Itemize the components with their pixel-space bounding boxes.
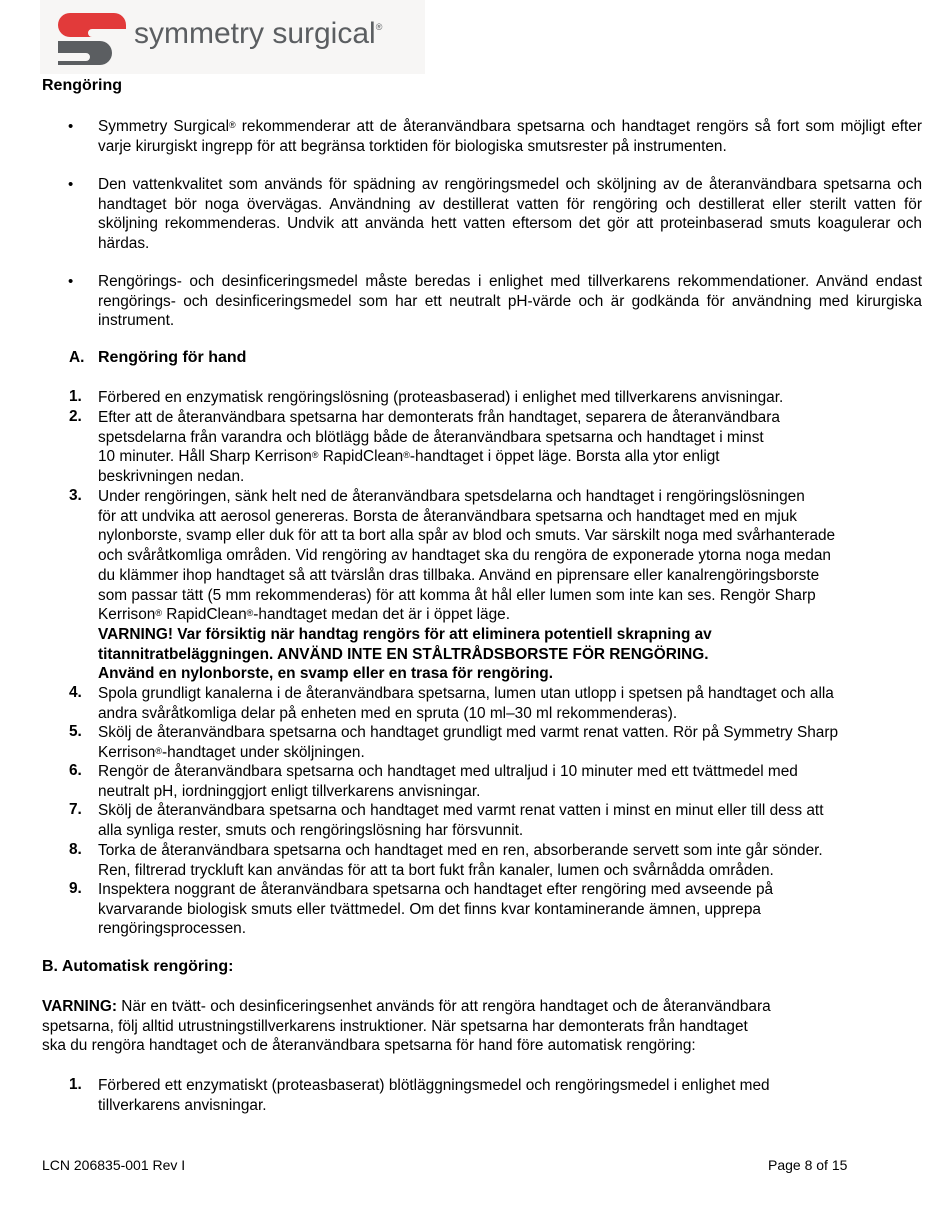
step-text: Spola grundligt kanalerna i de återanvändbara spetsarna, lumen utan utlopp i spetsen på handtaget och alla andra svåråtkomliga delar på enheten med en spruta (10 ml–30 ml rekommenderas). [98, 685, 834, 722]
section-b-title: B. Automatisk rengöring: [42, 958, 234, 975]
bullet-icon: • [68, 176, 74, 193]
step-text: Torka de återanvändbara spetsarna och handtaget med en ren, absorberande servett som inte går sönder. Ren, filtrerad tryckluft kan användas för att ta bort fukt från kanaler, lumen och svårnådda områden. [98, 842, 823, 879]
step-number: 4. [69, 684, 82, 701]
page-number: Page 8 of 15 [768, 1157, 848, 1173]
bullet-icon: • [68, 118, 74, 135]
step-text: Efter att de återanvändbara spetsarna har demonterats från handtaget, separera de återanvändbara spetsdelarna från varandra och blötlägg både de återanvändbara spetsarna och handtaget i minst 10 minuter. Håll Sharp Kerrison® RapidClean®-handtaget i öppet läge. Borsta alla ytor enligt beskrivningen nedan. [98, 409, 780, 486]
step-text: Skölj de återanvändbara spetsarna och handtaget med varmt renat vatten i minst en minut eller till dess att alla synliga rester, smuts och rengöringslösning har försvunnit. [98, 802, 824, 839]
step-number: 8. [69, 841, 82, 858]
step-number: 2. [69, 408, 82, 425]
section-a-title: Rengöring för hand [98, 349, 247, 366]
document-id: LCN 206835-001 Rev I [42, 1157, 186, 1173]
brand-name: symmetry surgical® [134, 17, 383, 50]
section-a-label: A. [69, 349, 85, 366]
step-text: Förbered ett enzymatiskt (proteasbaserat) blötläggningsmedel och rengöringsmedel i enlighet med tillverkarens anvisningar. [98, 1077, 770, 1114]
step-number: 7. [69, 801, 82, 818]
step-number: 1. [69, 1076, 82, 1093]
bullet-icon: • [68, 273, 74, 290]
step-text: Rengör de återanvändbara spetsarna och handtaget med ultraljud i 10 minuter med ett tvättmedel med neutralt pH, iordninggjort enligt tillverkarens anvisningar. [98, 763, 798, 800]
step-text: Förbered en enzymatisk rengöringslösning (proteasbaserad) i enlighet med tillverkarens anvisningar. [98, 389, 784, 406]
step-number: 6. [69, 762, 82, 779]
brand-logo [40, 0, 425, 74]
warning-paragraph: VARNING: När en tvätt- och desinficeringsenhet används för att rengöra handtaget och de återanvändbara spetsarna, följ alltid utrustningstillverkarens instruktioner. När spetsarna har demonterats från handtaget ska du rengöra handtaget och de återanvändbara spetsarna för hand före automatisk rengöring: [42, 998, 771, 1055]
step-number: 9. [69, 880, 82, 897]
step-number: 5. [69, 723, 82, 740]
step-text: Inspektera noggrant de återanvändbara spetsarna och handtaget efter rengöring med avseende på kvarvarande biologisk smuts eller tvättmedel. Om det finns kvar kontaminerande ämnen, upprepa rengöringsprocessen. [98, 881, 774, 938]
bullet-paragraph: Rengörings- och desinficeringsmedel måste beredas i enlighet med tillverkarens rekommendationer. Använd endast rengörings- och desinficeringsmedel som har ett neutralt pH-värde och är godkända för användning med kirurgiska instrument. [98, 273, 922, 330]
step-number: 1. [69, 388, 82, 405]
bullet-paragraph: Den vattenkvalitet som används för spädning av rengöringsmedel och sköljning av de återanvändbara spetsarna och handtaget bör noga övervägas. Användning av destillerat vatten för rengöring och destillerat eller sterilt vatten för sköljning rekommenderas. Undvik att använda hett vatten eftersom det gör att proteinbaserad smuts koagulerar och härdas. [98, 176, 922, 252]
section-title: Rengöring [42, 77, 122, 94]
step-number: 3. [69, 487, 82, 504]
step-text: Under rengöringen, sänk helt ned de återanvändbara spetsdelarna och handtaget i rengöringslösningen för att undvika att aerosol genereras. Borsta de återanvändbara spetsarna och handtaget med en mjuk nylonborste, svamp eller duk för att ta bort alla spår av blod och smuts. Var särskilt noga med svårhanterade och svåråtkomliga områden. Vid rengöring av handtaget ska du rengöra de exponerade ytorna noga medan du klämmer ihop handtaget så att tvärslån dras tillbaka. Använd en piprensare eller kanalrengöringsborste som passar tätt (5 mm rekommenderas) för att komma åt hål eller lumen som inte kan ses. Rengör Sharp Kerrison® RapidClean®-handtaget medan det är i öppet läge. VARNING! Var försiktig när handtag rengörs för att eliminera potentiell skrapning av titannitratbeläggningen. ANVÄND INTE EN STÅLTRÅDSBORSTE FÖR RENGÖRING. Använd en nylonborste, en svamp eller en trasa för rengöring. [98, 488, 836, 683]
symmetry-logo-icon [56, 11, 126, 67]
warning-label: VARNING: [42, 998, 117, 1015]
warning-text: VARNING! Var försiktig när handtag rengörs för att eliminera potentiell skrapning av titannitratbeläggningen. ANVÄND INTE EN STÅLTRÅDSBORSTE FÖR RENGÖRING. Använd en nylonborste, en svamp eller en trasa för rengöring. [98, 625, 712, 683]
step-text: Skölj de återanvändbara spetsarna och handtaget grundligt med varmt renat vatten. Rör på Symmetry Sharp Kerrison®-handtaget under sköljningen. [98, 724, 839, 761]
bullet-paragraph: Symmetry Surgical® rekommenderar att de återanvändbara spetsarna och handtaget rengörs så fort som möjligt efter varje kirurgiskt ingrepp för att begränsa torktiden för biologiska smutsrester på instrumenten. [98, 118, 922, 155]
